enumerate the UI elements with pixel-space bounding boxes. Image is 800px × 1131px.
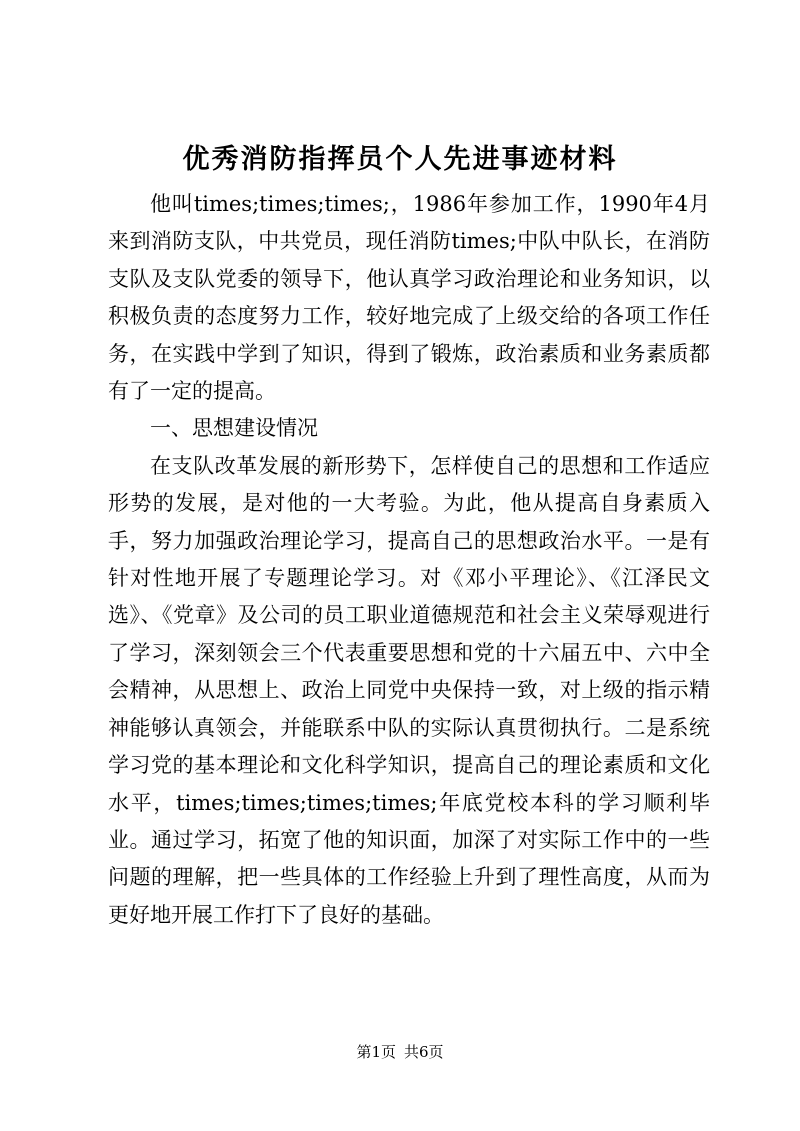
page-total: 共6页 (404, 1043, 444, 1061)
page-footer (0, 1042, 800, 1062)
section-heading: 一、思想建设情况 (150, 416, 318, 441)
document-title: 优秀消防指挥员个人先进事迹材料 (182, 144, 618, 175)
document-body (108, 186, 710, 934)
paragraph-intro: 他叫times;times;times;，1986年参加工作，1990年4月来到消防支队，中共党员，现任消防times;中队中队长，在消防支队及支队党委的领导下，他认真学习政治理论和业务知识，以积极负责的态度努力工作，较好地完成了上级交给的各项工作任务，在实践中学到了知识，得到了锻炼，政治素质和业务素质都有了一定的提高。 (108, 192, 710, 404)
paragraph-thought-building: 在支队改革发展的新形势下，怎样使自己的思想和工作适应形势的发展，是对他的一大考验。为此，他从提高自身素质入手，努力加强政治理论学习，提高自己的思想政治水平。一是有针对性地开展了专题理论学习。对《邓小平理论》、《江泽民文选》、《党章》及公司的员工职业道德规范和社会主义荣辱观进行了学习，深刻领会三个代表重要思想和党的十六届五中、六中全会精神，从思想上、政治上同党中央保持一致，对上级的指示精神能够认真领会，并能联系中队的实际认真贯彻执行。二是系统学习党的基本理论和文化科学知识，提高自己的理论素质和文化水平，times;times;times;times;年底党校本科的学习顺利毕业。通过学习，拓宽了他的知识面，加深了对实际工作中的一些问题的理解，把一些具体的工作经验上升到了理性高度，从而为更好地开展工作打下了良好的基础。 (108, 453, 710, 927)
page-number: 第1页 (356, 1043, 396, 1061)
